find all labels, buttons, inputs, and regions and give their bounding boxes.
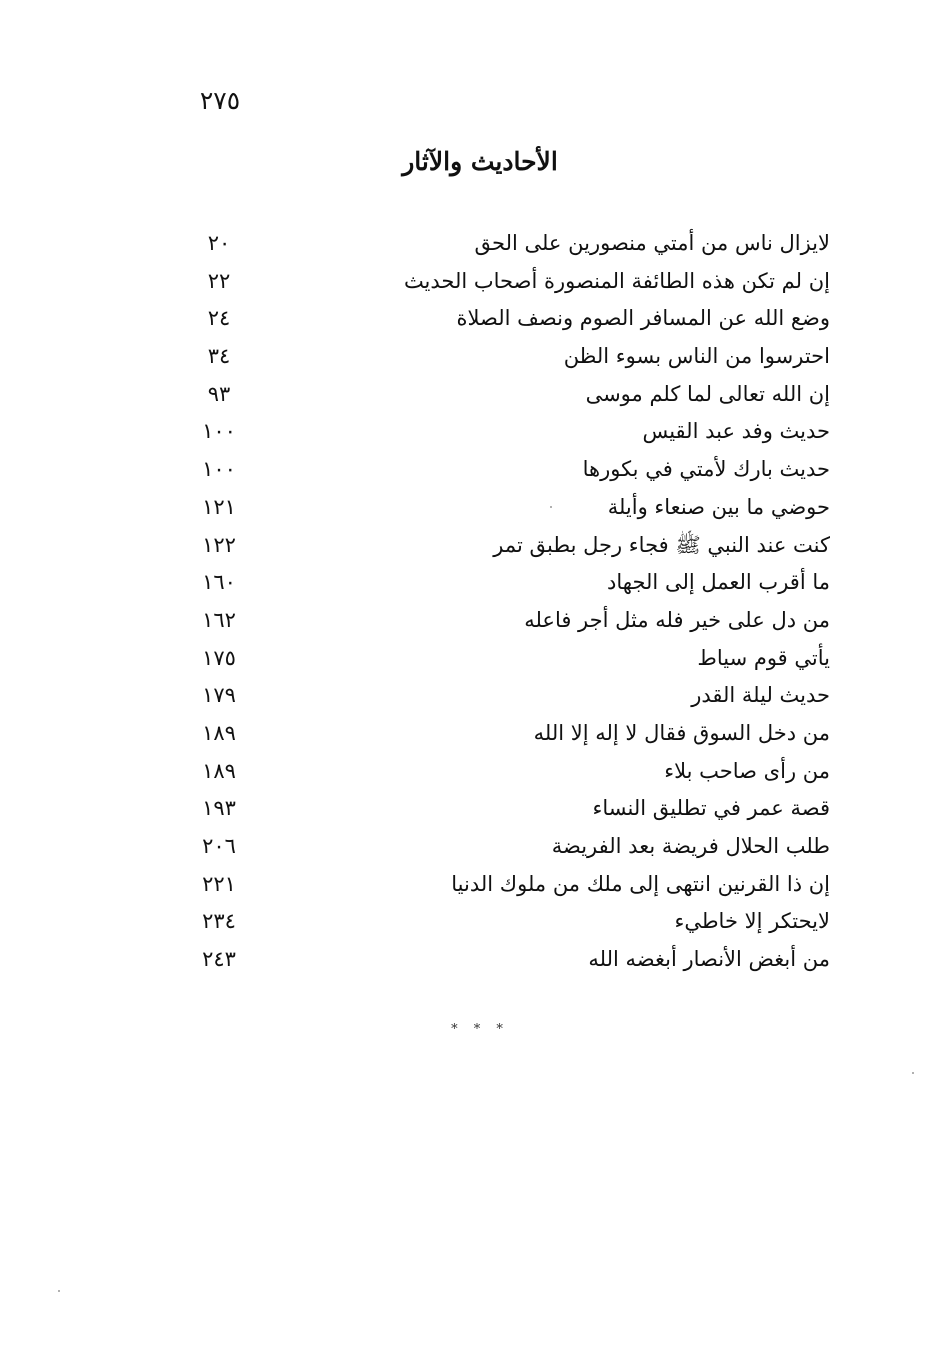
- end-ornament: * * *: [451, 1022, 509, 1037]
- entry-page-number: ٢٣٤: [202, 909, 236, 934]
- index-entry: [180, 753, 830, 791]
- entry-page-number: ٢٤٣: [202, 947, 236, 972]
- entry-text: طلب الحلال فريضة بعد الفريضة: [551, 834, 830, 858]
- scan-speck: [912, 1072, 914, 1074]
- entry-text: حديث بارك لأمتي في بكورها: [582, 457, 830, 482]
- index-entry: [180, 338, 830, 376]
- entry-page-number: ١٦٠: [202, 570, 236, 595]
- entry-text: احترسوا من الناس بسوء الظن: [563, 344, 830, 369]
- entry-text: ما أقرب العمل إلى الجهاد: [607, 570, 830, 595]
- index-entry: [180, 903, 830, 941]
- index-entry: [180, 828, 830, 866]
- entry-text: من أبغض الأنصار أبغضه الله: [588, 947, 830, 972]
- entry-text: لايحتكر إلا خاطيء: [674, 909, 830, 934]
- entry-page-number: ١٦٢: [202, 607, 236, 632]
- entry-text: حديث ليلة القدر: [691, 683, 830, 708]
- entry-text: إن لم تكن هذه الطائفة المنصورة أصحاب الحديث: [403, 268, 830, 293]
- entry-page-number: ٣٤: [207, 344, 231, 369]
- index-entry: [180, 263, 830, 301]
- hadith-index-list: [180, 225, 830, 979]
- page-number: ٢٧٥: [199, 86, 241, 115]
- entry-page-number: ٩٣: [207, 381, 231, 406]
- entry-page-number: ١٧٥: [202, 645, 236, 670]
- entry-page-number: ١٢١: [202, 494, 236, 519]
- entry-text: لايزال ناس من أمتي منصورين على الحق: [474, 231, 830, 255]
- entry-page-number: ٢٠: [207, 231, 231, 255]
- entry-page-number: ١٠٠: [202, 457, 236, 482]
- index-entry: [180, 564, 830, 602]
- index-entry: [180, 300, 830, 338]
- entry-text: قصة عمر في تطليق النساء: [592, 796, 830, 821]
- entry-text: إن الله تعالى لما كلم موسى: [585, 381, 830, 406]
- entry-text: حديث وفد عبد القيس: [642, 419, 830, 444]
- scan-speck: [550, 506, 552, 508]
- entry-text: من رأى صاحب بلاء: [664, 758, 830, 783]
- index-entry: [180, 866, 830, 904]
- index-entry: [180, 527, 830, 565]
- entry-page-number: ١٧٩: [202, 683, 236, 708]
- index-entry: [180, 489, 830, 527]
- index-entry: [180, 602, 830, 640]
- entry-text: كنت عند النبي ﷺ فجاء رجل بطبق تمر: [493, 532, 830, 557]
- entry-text: يأتي قوم سياط: [697, 645, 830, 670]
- entry-text: من دخل السوق فقال لا إله إلا الله: [533, 720, 830, 745]
- index-entry: [180, 640, 830, 678]
- entry-page-number: ١٨٩: [202, 758, 236, 783]
- index-entry: [180, 941, 830, 979]
- page-title: الأحاديث والآثار: [402, 147, 558, 176]
- index-entry: [180, 715, 830, 753]
- entry-text: إن ذا القرنين انتهى إلى ملك من ملوك الدنيا: [451, 871, 830, 896]
- entry-page-number: ٢٢: [207, 268, 231, 293]
- entry-page-number: ١٠٠: [202, 419, 236, 444]
- entry-page-number: ١٢٢: [202, 532, 236, 557]
- entry-page-number: ٢٤: [207, 306, 231, 331]
- scan-speck: [58, 1290, 60, 1292]
- index-entry: [180, 413, 830, 451]
- entry-page-number: ١٨٩: [202, 720, 236, 745]
- index-entry: [180, 225, 830, 263]
- index-entry: [180, 376, 830, 414]
- entry-page-number: ١٩٣: [202, 796, 236, 821]
- index-entry: [180, 790, 830, 828]
- entry-text: من دل على خير فله مثل أجر فاعله: [524, 607, 830, 632]
- entry-text: وضع الله عن المسافر الصوم ونصف الصلاة: [456, 306, 830, 331]
- entry-page-number: ٢٢١: [202, 871, 236, 896]
- index-entry: [180, 677, 830, 715]
- entry-page-number: ٢٠٦: [202, 834, 236, 858]
- entry-text: حوضي ما بين صنعاء وأيلة: [607, 494, 830, 519]
- index-entry: [180, 451, 830, 489]
